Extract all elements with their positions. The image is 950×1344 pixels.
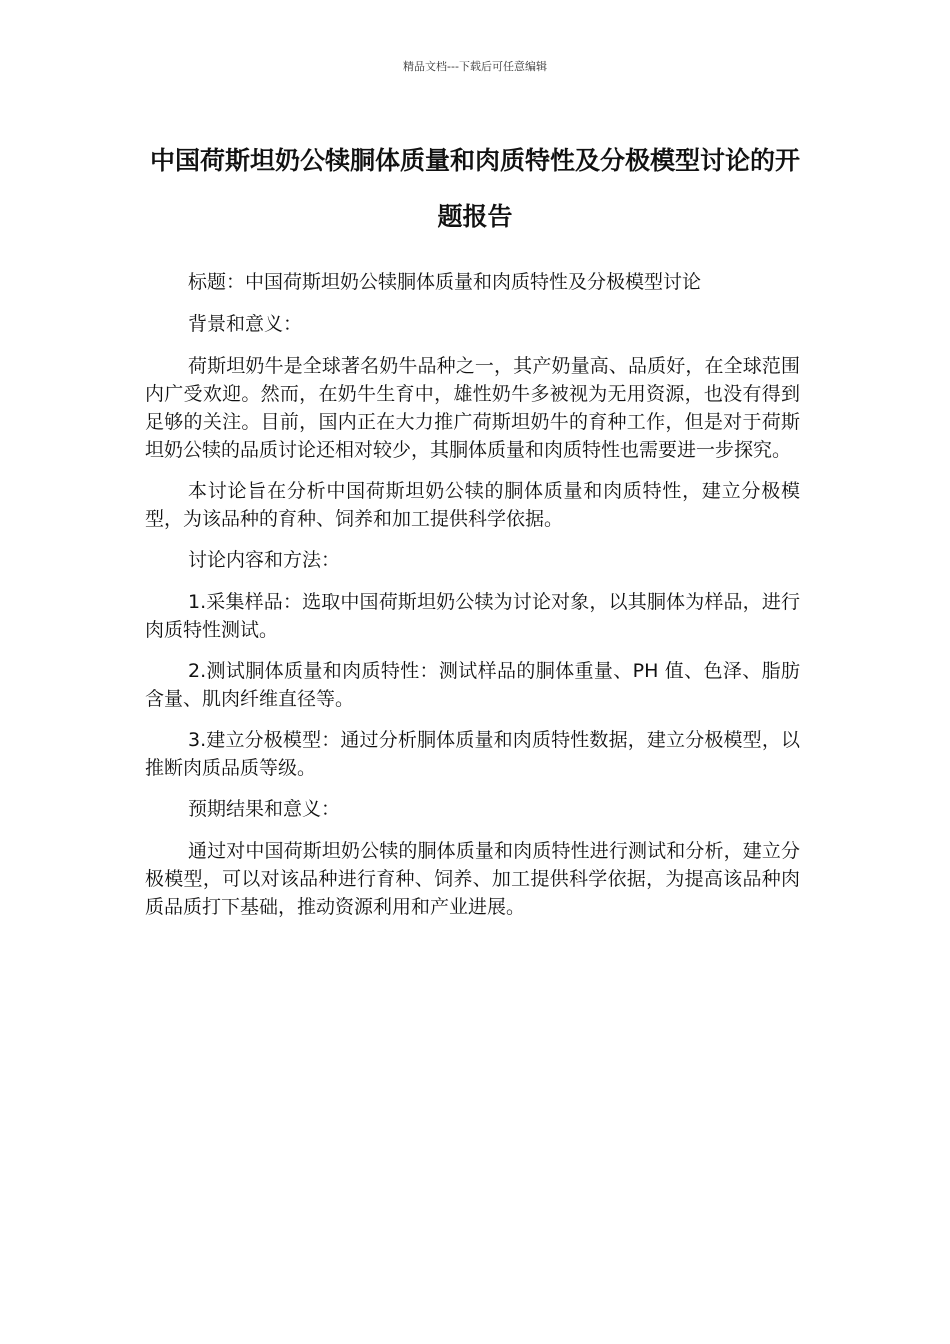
paragraph-method-3: 3.建立分极模型：通过分析胴体质量和肉质特性数据，建立分极模型，以推断肉质品质等级。 <box>145 729 800 779</box>
paragraph-method-2: 2.测试胴体质量和肉质特性：测试样品的胴体重量、PH 值、色泽、脂肪含量、肌肉纤维直径等。 <box>145 660 800 710</box>
document-title: 中国荷斯坦奶公犊胴体质量和肉质特性及分极模型讨论的开题报告 <box>149 146 800 231</box>
paragraph-purpose: 本讨论旨在分析中国荷斯坦奶公犊的胴体质量和肉质特性，建立分极模型，为该品种的育种、饲养和加工提供科学依据。 <box>145 480 800 530</box>
paragraph-background: 荷斯坦奶牛是全球著名奶牛品种之一，其产奶量高、品质好，在全球范围内广受欢迎。然而，在奶牛生育中，雄性奶牛多被视为无用资源，也没有得到足够的关注。目前，国内正在大力推广荷斯坦奶牛的育种工作，但是对于荷斯坦奶公犊的品质讨论还相对较少，其胴体质量和肉质特性也需要进一步探究。 <box>145 355 800 461</box>
section-heading-methods: 讨论内容和方法： <box>188 549 341 571</box>
paragraph-title-line: 标题：中国荷斯坦奶公犊胴体质量和肉质特性及分极模型讨论 <box>188 271 702 293</box>
section-heading-background: 背景和意义： <box>188 313 303 335</box>
paragraph-method-1: 1.采集样品：选取中国荷斯坦奶公犊为讨论对象，以其胴体为样品，进行肉质特性测试。 <box>145 591 800 641</box>
paragraph-expected: 通过对中国荷斯坦奶公犊的胴体质量和肉质特性进行测试和分析，建立分极模型，可以对该品种进行育种、饲养、加工提供科学依据，为提高该品种肉质品质打下基础，推动资源利用和产业进展。 <box>145 840 800 918</box>
header-note: 精品文档---下载后可任意编辑 <box>403 60 547 73</box>
section-heading-expected: 预期结果和意义： <box>188 798 341 820</box>
document-body <box>145 268 800 934</box>
